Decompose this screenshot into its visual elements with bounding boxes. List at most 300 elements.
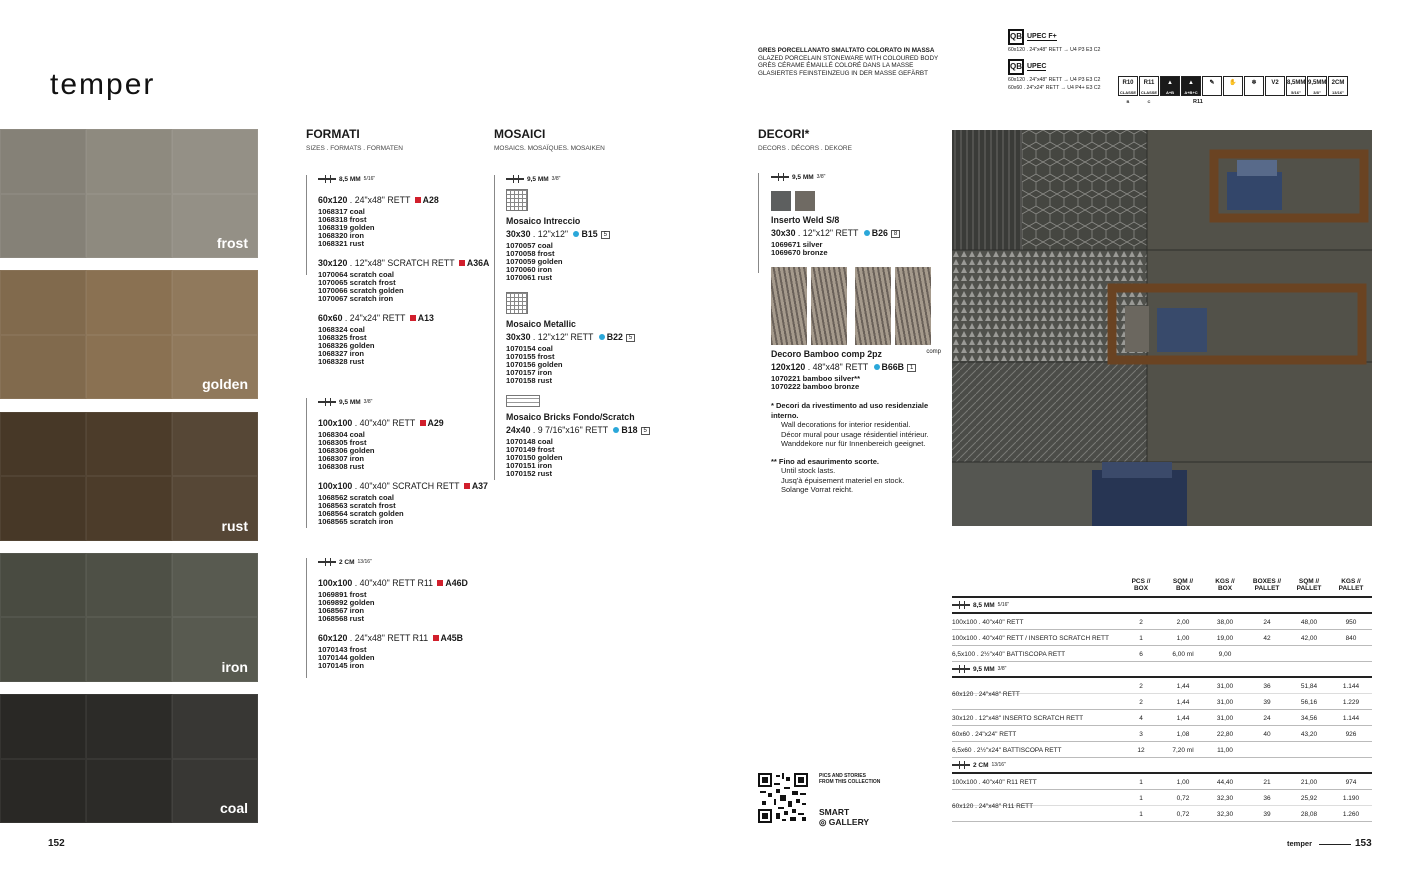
decor-item bbox=[771, 267, 941, 391]
size-heading bbox=[318, 195, 498, 205]
size-value: 30x30 bbox=[506, 229, 531, 239]
decor-thumb bbox=[811, 267, 847, 345]
size-heading bbox=[318, 578, 498, 588]
tech-icon bbox=[1286, 76, 1306, 96]
swatch-label: frost bbox=[216, 235, 248, 251]
code-list bbox=[318, 326, 498, 366]
format-item bbox=[318, 633, 498, 670]
swatch-tile bbox=[0, 412, 86, 477]
eye-icon: ◎ bbox=[819, 817, 827, 827]
row-value: 25,92 bbox=[1300, 795, 1318, 802]
row-value: 1,44 bbox=[1176, 715, 1190, 722]
row-value: 48,00 bbox=[1300, 619, 1318, 626]
pieces-box: 5 bbox=[641, 427, 650, 435]
row-value: 28,08 bbox=[1300, 811, 1318, 818]
decor-thumb bbox=[771, 191, 791, 211]
thickness-icon bbox=[506, 175, 524, 183]
row-value: 840 bbox=[1345, 635, 1357, 642]
code-item: 1068568 rust bbox=[318, 614, 365, 623]
mosaic-name: Mosaico Bricks Fondo/Scratch bbox=[506, 412, 635, 422]
code-item: 1068304 coal bbox=[318, 430, 365, 439]
swatch-tile bbox=[86, 412, 172, 477]
code-item: 1070060 iron bbox=[506, 265, 553, 274]
note-line: Wall decorations for interior residential. bbox=[781, 420, 911, 429]
tech-icon-top: ✋ bbox=[1229, 80, 1237, 86]
row-value: 1,00 bbox=[1176, 779, 1190, 786]
row-value: 51,84 bbox=[1300, 683, 1318, 690]
code-item: 1070067 scratch iron bbox=[318, 294, 394, 303]
pieces-box: 8 bbox=[891, 230, 900, 238]
row-value: 32,30 bbox=[1216, 795, 1234, 802]
thickness-icon bbox=[771, 173, 789, 181]
row-label: 60x120 . 24"x48" RETT bbox=[952, 691, 1020, 698]
format-code: A36A bbox=[466, 258, 490, 268]
divider bbox=[306, 398, 307, 528]
cert-line: 60x120 . 24"x48" RETT → U4 P3 E3 C2 bbox=[1008, 47, 1101, 53]
code-item: 1070156 golden bbox=[506, 360, 563, 369]
code-item: 1070066 scratch golden bbox=[318, 286, 404, 295]
tech-icon bbox=[1244, 76, 1264, 96]
note-bold: Fino ad esaurimento scorte. bbox=[778, 456, 879, 466]
tech-icon-top: ❄ bbox=[1251, 80, 1257, 86]
row-label: 100x100 . 40"x40" RETT bbox=[952, 619, 1024, 626]
note-mark: * bbox=[771, 401, 777, 410]
row-value: 2 bbox=[1139, 683, 1143, 690]
format-code: A28 bbox=[422, 195, 439, 205]
code-item: 1069671 silver bbox=[771, 240, 823, 249]
code-square-icon bbox=[464, 483, 470, 489]
row-value: 39 bbox=[1263, 699, 1271, 706]
size-desc: . 12"x12" bbox=[530, 229, 571, 239]
r11-note: R11 bbox=[1193, 99, 1203, 105]
thickness-indicator bbox=[952, 761, 1006, 769]
decor-item bbox=[771, 191, 941, 257]
format-item bbox=[318, 481, 498, 526]
size-value: 100x100 bbox=[318, 418, 353, 428]
code-list bbox=[318, 591, 498, 623]
code-list bbox=[318, 208, 498, 248]
thickness-indicator bbox=[771, 173, 941, 181]
row-value: 1,44 bbox=[1176, 683, 1190, 690]
table-header: PCS // BOX bbox=[1131, 578, 1151, 592]
size-heading bbox=[506, 425, 686, 435]
table-row bbox=[952, 694, 1372, 710]
thickness-value: 2 CM bbox=[973, 761, 989, 769]
row-value: 36 bbox=[1263, 795, 1271, 802]
mosaic-weave-icon bbox=[506, 189, 528, 211]
row-value: 1 bbox=[1139, 779, 1143, 786]
cert-label: UPEC F+ bbox=[1027, 33, 1057, 40]
row-value: 1.190 bbox=[1342, 795, 1360, 802]
size-value: 30x30 bbox=[506, 332, 531, 342]
tech-icons bbox=[1118, 76, 1349, 104]
room-illustration bbox=[952, 130, 1372, 526]
swatch-tile bbox=[172, 412, 258, 477]
row-value: 1.144 bbox=[1342, 715, 1360, 722]
desc-line: GRÈS CÉRAME ÉMAILLÉ COLORÉ DANS LA MASSE bbox=[758, 62, 914, 69]
size-heading bbox=[318, 258, 498, 268]
decori-subtitle: DECORS . DÉCORS . DEKORE bbox=[758, 145, 852, 152]
table-group-heading bbox=[952, 598, 1372, 614]
smart-caption-line1: PICS AND STORIES bbox=[819, 773, 866, 779]
row-value: 11,00 bbox=[1217, 747, 1233, 754]
divider bbox=[306, 175, 307, 275]
swatch-tile bbox=[86, 759, 172, 824]
size-value: 60x120 bbox=[318, 633, 348, 643]
code-item: 1069670 bronze bbox=[771, 248, 828, 257]
row-value: 32,30 bbox=[1216, 811, 1234, 818]
tech-icon-top: 2CM bbox=[1331, 80, 1345, 86]
size-desc: . 40"x40" SCRATCH RETT bbox=[352, 481, 462, 491]
code-item: 1068563 scratch frost bbox=[318, 501, 396, 510]
decor-thumb bbox=[855, 267, 891, 345]
tech-icon bbox=[1223, 76, 1243, 96]
tech-icon bbox=[1307, 76, 1327, 96]
code-item: 1068306 golden bbox=[318, 446, 375, 455]
format-code: A37 bbox=[471, 481, 488, 491]
pieces-box: 5 bbox=[626, 334, 635, 342]
table-row bbox=[952, 646, 1372, 662]
table-header: KGS // BOX bbox=[1215, 578, 1235, 592]
code-item: 1070061 rust bbox=[506, 273, 553, 282]
table-row bbox=[952, 726, 1372, 742]
formati-subtitle: SIZES . FORMATS . FORMATEN bbox=[306, 145, 403, 152]
note-line: Wanddekore nur für Innenbereich geeignet. bbox=[781, 439, 926, 448]
row-value: 926 bbox=[1345, 731, 1357, 738]
decor-thumb bbox=[895, 267, 931, 345]
row-value: 7,20 ml bbox=[1172, 747, 1194, 754]
row-label: 60x60 . 24"x24" RETT bbox=[952, 731, 1017, 738]
footer-rule bbox=[1319, 844, 1351, 845]
code-item: 1069891 frost bbox=[318, 590, 367, 599]
tech-icon-top: R10 bbox=[1122, 80, 1134, 86]
row-value: 0,72 bbox=[1176, 795, 1190, 802]
swatch-tile bbox=[0, 194, 86, 259]
thickness-value: 9,5 MM bbox=[973, 665, 995, 673]
decor-name: Decoro Bamboo comp 2pz comp bbox=[771, 349, 941, 359]
tech-icon-bottom: CLASSE C bbox=[1140, 90, 1158, 104]
mosaici-title: MOSAICI bbox=[494, 127, 546, 141]
swatch-coal bbox=[0, 694, 258, 823]
code-item: 1068567 iron bbox=[318, 606, 365, 615]
qb-logo-icon: QB bbox=[1008, 59, 1024, 75]
code-list bbox=[318, 431, 498, 471]
code-item: 1068321 rust bbox=[318, 239, 365, 248]
row-value: 36 bbox=[1263, 683, 1271, 690]
thickness-indicator bbox=[952, 665, 1006, 673]
thickness-value: 9,5 MM bbox=[792, 173, 814, 181]
mosaic-code: B18 bbox=[621, 425, 638, 435]
size-desc: . 9 7/16"x16" RETT bbox=[530, 425, 611, 435]
spacer bbox=[318, 566, 498, 578]
row-value: 2,00 bbox=[1176, 619, 1190, 626]
code-item: 1070150 golden bbox=[506, 453, 563, 462]
swatch-tile bbox=[0, 553, 86, 618]
smart-caption-line2: FROM THIS COLLECTION bbox=[819, 779, 881, 785]
table-row bbox=[952, 806, 1372, 822]
collection-title: temper bbox=[50, 68, 156, 101]
tech-icon-bottom: 3/8" bbox=[1313, 90, 1321, 95]
size-desc: . 24"x24" RETT bbox=[342, 313, 408, 323]
swatch-tile bbox=[172, 694, 258, 759]
table-header: KGS // PALLET bbox=[1338, 578, 1364, 592]
formati-group bbox=[318, 175, 498, 376]
row-value: 24 bbox=[1263, 619, 1271, 626]
smart-gallery-caption bbox=[819, 773, 880, 785]
code-item: 1068327 iron bbox=[318, 349, 365, 358]
thickness-indicator bbox=[318, 398, 498, 406]
code-item: 1070065 scratch frost bbox=[318, 278, 396, 287]
note-line: Until stock lasts. bbox=[781, 466, 836, 475]
code-item: 1070157 iron bbox=[506, 368, 553, 377]
row-value: 56,16 bbox=[1300, 699, 1318, 706]
row-value: 31,00 bbox=[1216, 715, 1234, 722]
desc-line: GLAZED PORCELAIN STONEWARE WITH COLOURED BODY bbox=[758, 54, 939, 62]
format-code: A45B bbox=[440, 633, 464, 643]
decor-code: B26 bbox=[871, 228, 888, 238]
code-list bbox=[318, 646, 498, 670]
decor-note bbox=[771, 401, 941, 449]
row-label: 6,5x60 . 2½"x24" BATTISCOPA RETT bbox=[952, 747, 1062, 754]
format-item bbox=[318, 418, 498, 471]
table-row bbox=[952, 774, 1372, 790]
format-item bbox=[318, 578, 498, 623]
table-header: SQM // BOX bbox=[1172, 578, 1194, 592]
tech-icon-bottom: A+B+C bbox=[1184, 90, 1198, 95]
tech-icon-top: V2 bbox=[1271, 80, 1279, 86]
pieces-box: 5 bbox=[601, 231, 610, 239]
cert-line: 60x120 . 24"x48" RETT → U4 P3 E3 C2 bbox=[1008, 77, 1101, 83]
tech-icon bbox=[1265, 76, 1285, 96]
thickness-icon bbox=[318, 398, 336, 406]
row-label: 30x120 . 12"x48" INSERTO SCRATCH RETT bbox=[952, 715, 1084, 722]
row-value: 22,80 bbox=[1216, 731, 1234, 738]
swatch-tile bbox=[0, 270, 86, 335]
decori-header bbox=[758, 127, 852, 152]
swatch-label: golden bbox=[202, 376, 248, 393]
row-value: 6,00 ml bbox=[1172, 651, 1194, 658]
thickness-inch: 3/8" bbox=[363, 399, 373, 405]
swatch-tile bbox=[0, 335, 86, 400]
thickness-icon bbox=[952, 601, 970, 609]
mosaic-metallic-icon bbox=[506, 292, 528, 314]
row-value: 3 bbox=[1139, 731, 1143, 738]
size-value: 100x100 bbox=[318, 578, 353, 588]
row-value: 19,00 bbox=[1216, 635, 1234, 642]
tech-icon-bottom: A+B bbox=[1165, 90, 1175, 95]
row-value: 1.260 bbox=[1342, 811, 1360, 818]
table-row bbox=[952, 614, 1372, 630]
thickness-value: 9,5 MM bbox=[339, 398, 361, 406]
swatch-tile bbox=[0, 476, 86, 541]
code-list bbox=[318, 494, 498, 526]
row-value: 34,56 bbox=[1300, 715, 1318, 722]
table-row bbox=[952, 710, 1372, 726]
row-value: 2 bbox=[1139, 699, 1143, 706]
table-row bbox=[952, 790, 1372, 810]
swatch-tile bbox=[86, 694, 172, 759]
swatch-tile bbox=[86, 270, 172, 335]
swatch-tile bbox=[0, 694, 86, 759]
code-item: 1070064 scratch coal bbox=[318, 270, 394, 279]
table-group-heading bbox=[952, 758, 1372, 774]
swatch-tile bbox=[86, 194, 172, 259]
row-value: 40 bbox=[1263, 731, 1271, 738]
code-square-icon bbox=[437, 580, 443, 586]
tech-icon-bottom: CLASSE B bbox=[1119, 90, 1137, 104]
code-list bbox=[506, 438, 686, 478]
cert-label: UPEC bbox=[1027, 63, 1047, 70]
tech-icon bbox=[1181, 76, 1201, 96]
code-item: 1070144 golden bbox=[318, 653, 375, 662]
decori-title: DECORI* bbox=[758, 127, 810, 141]
thickness-icon bbox=[952, 665, 970, 673]
code-item: 1068565 scratch iron bbox=[318, 517, 394, 526]
table-row bbox=[952, 742, 1372, 758]
mosaic-item bbox=[506, 395, 686, 478]
mosaic-item bbox=[506, 292, 686, 385]
cert-row bbox=[1008, 29, 1118, 45]
swatch-tile bbox=[172, 129, 258, 194]
row-value: 1 bbox=[1139, 795, 1143, 802]
desc-line: GLASIERTES FEINSTEINZEUG IN DER MASSE GEFÄRBT bbox=[758, 69, 928, 77]
row-value: 31,00 bbox=[1216, 699, 1234, 706]
decor-name: Inserto Weld S/8 bbox=[771, 215, 840, 225]
tech-icon-top: ✎ bbox=[1209, 80, 1215, 86]
mosaic-name: Mosaico Metallic bbox=[506, 319, 576, 329]
row-value: 42 bbox=[1263, 635, 1271, 642]
code-item: 1070152 rust bbox=[506, 469, 553, 478]
row-value: 0,72 bbox=[1176, 811, 1190, 818]
thickness-value: 2 CM bbox=[339, 558, 355, 566]
thickness-value: 8,5 MM bbox=[973, 601, 995, 609]
code-square-icon bbox=[420, 420, 426, 426]
size-desc: . 12"x48" SCRATCH RETT bbox=[347, 258, 457, 268]
row-label: 6,5x100 . 2½"x40" BATTISCOPA RETT bbox=[952, 651, 1066, 658]
weld-insert-image bbox=[771, 191, 941, 211]
size-value: 60x60 bbox=[318, 313, 343, 323]
row-value: 2 bbox=[1139, 619, 1143, 626]
cert-line: 60x60 . 24"x24" RETT → U4 P4+ E3 C2 bbox=[1008, 85, 1101, 91]
tech-icon-top: R11 bbox=[1143, 80, 1155, 86]
code-item: 1068564 scratch golden bbox=[318, 509, 404, 518]
size-heading bbox=[771, 228, 941, 238]
note-title bbox=[771, 401, 941, 420]
thickness-value: 9,5 MM bbox=[527, 175, 549, 183]
thickness-indicator bbox=[952, 601, 1009, 609]
decori-column bbox=[771, 173, 941, 495]
size-value: 30x30 bbox=[771, 228, 796, 238]
mosaic-code: B15 bbox=[581, 229, 598, 239]
formati-group bbox=[318, 398, 498, 536]
tech-icon-bottom: 5/16" bbox=[1291, 90, 1301, 95]
row-value: 1,44 bbox=[1176, 699, 1190, 706]
size-value: 30x120 bbox=[318, 258, 348, 268]
row-value: 1 bbox=[1139, 811, 1143, 818]
code-item: 1070057 coal bbox=[506, 241, 553, 250]
product-description bbox=[758, 47, 938, 77]
bamboo-decor-image bbox=[771, 267, 941, 345]
tech-icon-top: ▲ bbox=[1167, 80, 1173, 86]
thickness-value: 8,5 MM bbox=[339, 175, 361, 183]
size-heading bbox=[318, 313, 498, 323]
swatch-tile bbox=[86, 476, 172, 541]
code-list bbox=[506, 242, 686, 282]
thickness-inch: 13/16" bbox=[357, 559, 372, 565]
smart-gallery-logo[interactable] bbox=[819, 807, 869, 827]
thickness-icon bbox=[318, 175, 336, 183]
code-item: 1070154 coal bbox=[506, 344, 553, 353]
row-value: 1 bbox=[1139, 635, 1143, 642]
note-line: Solange Vorrat reicht. bbox=[781, 485, 854, 494]
format-item bbox=[318, 258, 498, 303]
thickness-inch: 3/8" bbox=[551, 176, 561, 182]
mosaici-header bbox=[494, 127, 605, 152]
code-item: 1068319 golden bbox=[318, 223, 375, 232]
code-square-icon bbox=[415, 197, 421, 203]
note-bold: Decori da rivestimento ad uso residenziale interno. bbox=[771, 401, 929, 420]
row-value: 21,00 bbox=[1300, 779, 1318, 786]
size-value: 120x120 bbox=[771, 362, 806, 372]
code-item: 1070149 frost bbox=[506, 445, 555, 454]
note-mark: ** bbox=[771, 456, 779, 466]
formati-group bbox=[318, 558, 498, 680]
row-value: 974 bbox=[1345, 779, 1357, 786]
row-value: 42,00 bbox=[1300, 635, 1318, 642]
tech-icon-top: 8,5MM bbox=[1287, 80, 1306, 86]
code-item: 1068328 rust bbox=[318, 357, 365, 366]
thickness-indicator bbox=[318, 558, 498, 566]
mosaic-name: Mosaico Intreccio bbox=[506, 216, 581, 226]
thickness-inch: 5/16" bbox=[363, 176, 376, 182]
table-header: BOXES // PALLET bbox=[1252, 578, 1282, 592]
comp-label: comp bbox=[926, 349, 941, 355]
divider bbox=[494, 175, 495, 480]
row-value: 38,00 bbox=[1216, 619, 1234, 626]
note-title bbox=[771, 457, 941, 467]
room-photo bbox=[952, 130, 1372, 526]
size-heading bbox=[771, 362, 941, 372]
tech-icon bbox=[1160, 76, 1180, 96]
row-value: 1,00 bbox=[1176, 635, 1190, 642]
code-item: 1068318 frost bbox=[318, 215, 367, 224]
tech-icon-bottom: 13/16" bbox=[1332, 90, 1344, 95]
formati-title: FORMATI bbox=[306, 127, 360, 141]
table-group-heading bbox=[952, 662, 1372, 678]
cert-row bbox=[1008, 59, 1118, 75]
code-item: 1070155 frost bbox=[506, 352, 555, 361]
desc-line: GRES PORCELLANATO SMALTATO COLORATO IN MASSA bbox=[758, 47, 935, 54]
size-desc: . 24"x48" RETT bbox=[347, 195, 413, 205]
footer-brand: temper bbox=[1287, 839, 1313, 848]
row-value: 43,20 bbox=[1300, 731, 1318, 738]
spacer bbox=[318, 183, 498, 195]
thickness-inch: 5/16" bbox=[997, 602, 1010, 608]
size-heading bbox=[318, 633, 498, 643]
size-desc: . 12"x12" RETT bbox=[530, 332, 596, 342]
formati-header bbox=[306, 127, 403, 152]
thickness-indicator bbox=[318, 175, 498, 183]
qr-code[interactable] bbox=[758, 773, 808, 823]
code-square-icon bbox=[433, 635, 439, 641]
row-value: 44,40 bbox=[1216, 779, 1234, 786]
code-item: 1068562 scratch coal bbox=[318, 493, 394, 502]
decor-code: B66B bbox=[881, 362, 904, 372]
size-heading bbox=[318, 481, 498, 491]
code-item: 1068325 frost bbox=[318, 333, 367, 342]
tech-icon-top: ▲ bbox=[1188, 80, 1194, 86]
row-value: 1,08 bbox=[1176, 731, 1190, 738]
